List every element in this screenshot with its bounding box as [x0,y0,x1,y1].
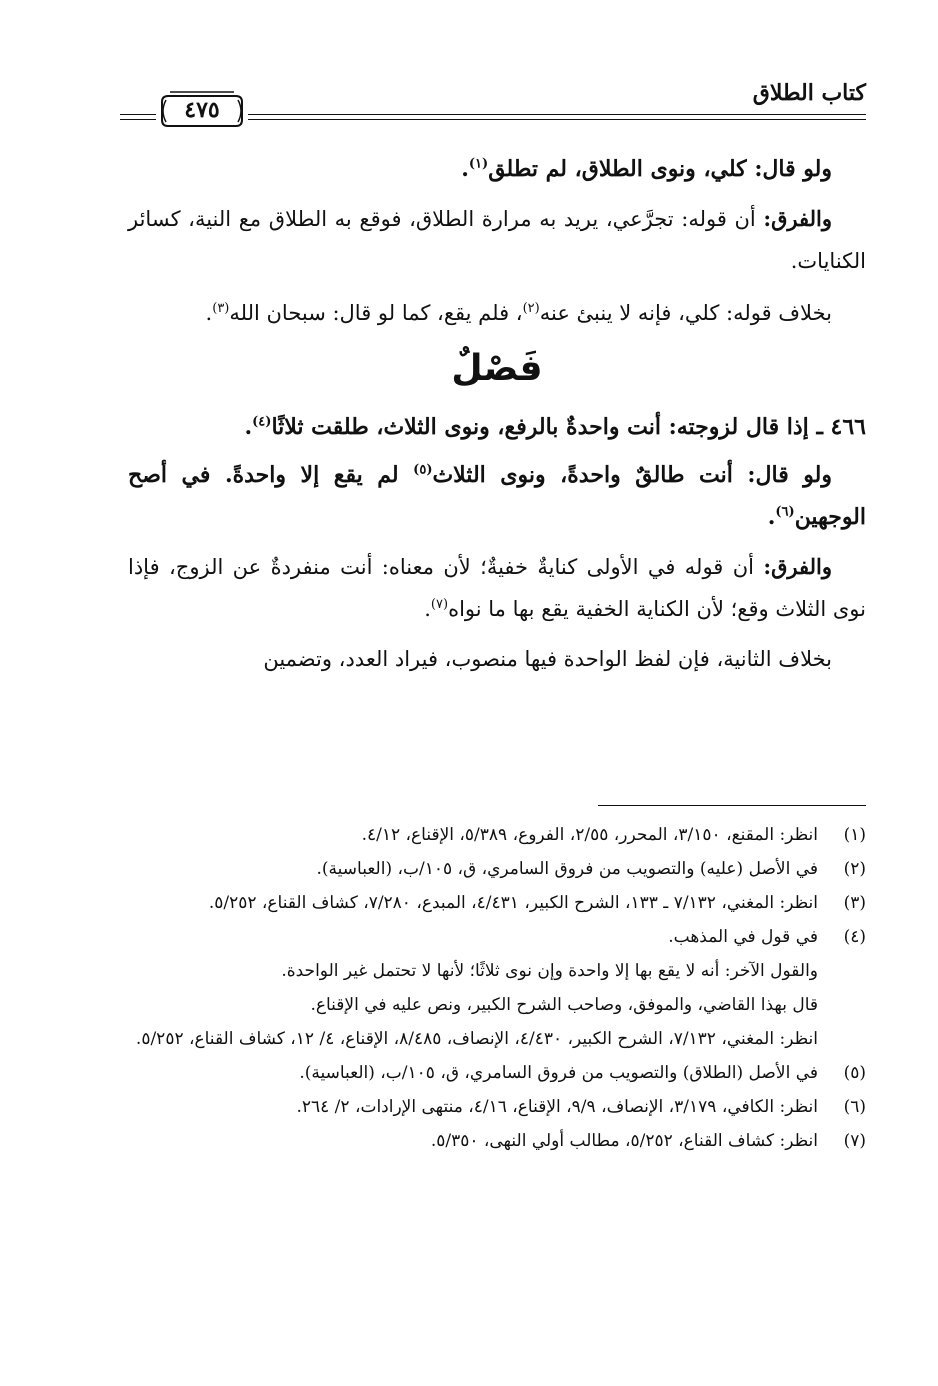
punctuation: . [767,504,776,530]
footnote-line: انظر: كشاف القناع، ٥/٢٥٢، مطالب أولي النهى، ٥/٣٥٠. [430,1131,818,1151]
footnote-number: (٦) [843,1097,866,1117]
footnote-text [128,1056,818,1090]
footnote-line: في قول في المذهب. [668,927,818,947]
page-number: ٤٧٥ [184,97,220,123]
paragraph-text: ولو قال: كلي، ونوى الطلاق، لم تطلق [488,156,832,182]
paragraph-text: بخلاف قوله: كلي، فإنه لا ينبئ عنه [539,301,832,325]
footnote [128,852,866,886]
punctuation: . [461,156,469,182]
book-title: كتاب الطلاق [752,80,866,106]
footnote-ref: (٥) [413,462,433,478]
footnote-text [128,1090,818,1124]
footnote-text [128,920,818,1056]
footnote-line: في الأصل (عليه) والتصويب من فروق السامري، ق، ١٠٥/ب، (العباسية). [316,859,818,879]
header-rule [120,119,156,120]
footnote [128,1090,866,1124]
paragraph [128,406,866,448]
footnote-number: (١) [843,825,866,845]
paragraph [128,292,866,334]
footnote-text [128,886,818,920]
paragraph-text: لم يقع إلا واحدةً. في أصح الوجهين [128,462,866,530]
footnote-line: قال بهذا القاضي، والموفق، وصاحب الشرح الكبير، ونص عليه في الإقناع. [310,995,818,1015]
footnote-line: والقول الآخر: أنه لا يقع بها إلا واحدة وإن نوى ثلاثًا؛ لأنها لا تحتمل غير الواحدة. [281,961,818,981]
paragraph-text: ولو قال: أنت طالقٌ واحدةً، ونوى الثلاث [432,462,832,488]
paragraph [128,638,866,680]
footnote-separator [598,805,866,806]
footnote-ref: (٧) [430,597,449,612]
main-text [128,148,866,680]
footnote-ref: (١) [468,156,489,172]
footnote-line: انظر: المغني، ٧/١٣٢ ـ ١٣٣، الشرح الكبير، ٤/٤٣١، المبدع، ٧/٢٨٠، كشاف القناع، ٥/٢٥٢. [208,893,818,913]
footnote-line: في الأصل (الطلاق) والتصويب من فروق السامري، ق، ١٠٥/ب، (العباسية). [299,1063,818,1083]
footnotes [128,818,866,1158]
paragraph-lead: والفرق: [763,554,832,579]
punctuation: . [205,301,213,325]
footnote [128,886,866,920]
footnote-text [128,818,818,852]
footnote-text [128,1124,818,1158]
header-rule [248,119,866,120]
paragraph [128,546,866,630]
footnote-line: انظر: المغني، ٧/١٣٢، الشرح الكبير، ٤/٤٣٠، الإنصاف، ٨/٤٨٥، الإقناع، ٤/ ١٢، كشاف القناع، ٥/٢٥٢. [135,1029,818,1049]
paragraph-text: أن قوله في الأولى كنايةٌ خفيةٌ؛ لأن معناه: أنت منفردةٌ عن الزوج، فإذا نوى الثلاث وقع؛ لأن الكناية الخفية يقع بها ما نواه [128,555,866,621]
running-header [120,70,866,130]
footnote [128,1056,866,1090]
footnote-ref: (٢) [522,301,540,316]
footnote [128,818,866,852]
footnote [128,920,866,1056]
footnote-ref: (٤) [252,414,272,430]
footnote-line: انظر: المقنع، ٣/١٥٠، المحرر، ٢/٥٥، الفروع، ٥/٣٨٩، الإقناع، ٤/١٢. [361,825,818,845]
footnote-line: انظر: الكافي، ٣/١٧٩، الإنصاف، ٩/٩، الإقناع، ٤/١٦، منتهى الإرادات، ٢/ ٢٦٤. [296,1097,818,1117]
page-number-frame [160,90,244,132]
punctuation: . [424,597,431,621]
header-rule [120,114,156,115]
paragraph-text: بخلاف الثانية، فإن لفظ الواحدة فيها منصوب، فيراد العدد، وتضمين [263,647,832,671]
paragraph-text: ، فلم يقع، كما لو قال: سبحان الله [229,301,523,325]
footnote-ref: (٦) [775,504,795,520]
punctuation: . [244,414,253,440]
section-heading: فَصْلٌ [451,348,543,389]
paragraph-text: ٤٦٦ ـ إذا قال لزوجته: أنت واحدةٌ بالرفع، ونوى الثلاث، طلقت ثلاثًا [271,414,866,440]
footnote [128,1124,866,1158]
paragraph [128,148,866,190]
footnote-number: (٢) [843,859,866,879]
footnote-number: (٥) [843,1063,866,1083]
paragraph-text: أن قوله: تجرَّعي، يريد به مرارة الطلاق، فوقع به الطلاق مع النية، كسائر الكنايات. [128,207,866,273]
paragraph [128,198,866,282]
footnote-text [128,852,818,886]
footnote-number: (٧) [843,1131,866,1151]
footnote-number: (٣) [843,893,866,913]
footnote-number: (٤) [843,927,866,947]
paragraph-lead: والفرق: [763,206,832,231]
header-rule [248,114,866,115]
paragraph [128,454,866,538]
footnote-ref: (٣) [212,301,230,316]
